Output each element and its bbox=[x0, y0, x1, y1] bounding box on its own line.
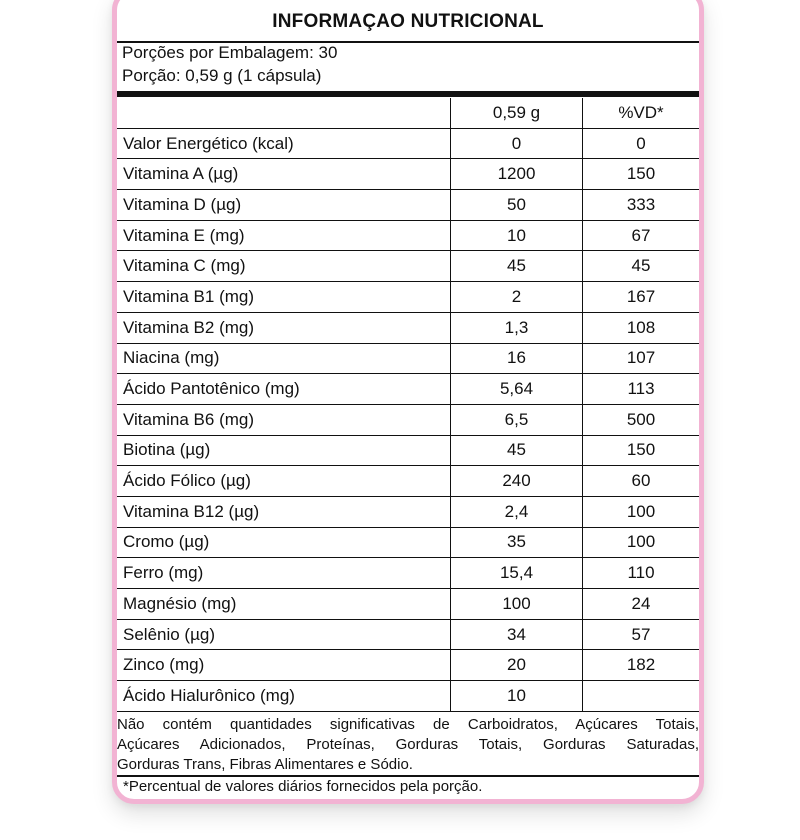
nutrient-amount: 240 bbox=[451, 466, 583, 497]
nutrient-amount: 2,4 bbox=[451, 496, 583, 527]
nutrient-amount: 100 bbox=[451, 589, 583, 620]
nutrient-amount: 1200 bbox=[451, 159, 583, 190]
table-row bbox=[117, 558, 699, 589]
nutrient-dv bbox=[583, 681, 700, 712]
nutrient-dv: 24 bbox=[583, 589, 700, 620]
table-row bbox=[117, 159, 699, 190]
nutrient-rows bbox=[117, 128, 699, 711]
nutrient-dv: 0 bbox=[583, 128, 700, 159]
nutrient-dv: 110 bbox=[583, 558, 700, 589]
table-row bbox=[117, 404, 699, 435]
nutrient-dv: 60 bbox=[583, 466, 700, 497]
nutrient-name: Biotina (µg) bbox=[117, 435, 451, 466]
nutrient-name: Magnésio (mg) bbox=[117, 589, 451, 620]
nutrient-dv: 57 bbox=[583, 619, 700, 650]
nutrient-amount: 35 bbox=[451, 527, 583, 558]
nutrient-name: Vitamina C (mg) bbox=[117, 251, 451, 282]
nutrient-name: Ácido Pantotênico (mg) bbox=[117, 374, 451, 405]
nutrient-dv: 45 bbox=[583, 251, 700, 282]
nutrient-amount: 5,64 bbox=[451, 374, 583, 405]
nutrient-table bbox=[117, 98, 699, 712]
nutrient-name: Vitamina D (µg) bbox=[117, 190, 451, 221]
nutrient-name: Ácido Fólico (µg) bbox=[117, 466, 451, 497]
nutrient-amount: 6,5 bbox=[451, 404, 583, 435]
nutrient-dv: 107 bbox=[583, 343, 700, 374]
table-row bbox=[117, 128, 699, 159]
nutrient-amount: 10 bbox=[451, 681, 583, 712]
nutrient-amount: 45 bbox=[451, 435, 583, 466]
nutrient-dv: 150 bbox=[583, 159, 700, 190]
nutrient-amount: 1,3 bbox=[451, 312, 583, 343]
table-row bbox=[117, 220, 699, 251]
nutrient-dv: 333 bbox=[583, 190, 700, 221]
nutrient-name: Niacina (mg) bbox=[117, 343, 451, 374]
table-row bbox=[117, 681, 699, 712]
table-row bbox=[117, 190, 699, 221]
nutrient-amount: 34 bbox=[451, 619, 583, 650]
nutrient-amount: 45 bbox=[451, 251, 583, 282]
nutrient-name: Ferro (mg) bbox=[117, 558, 451, 589]
table-row bbox=[117, 435, 699, 466]
nutrient-dv: 500 bbox=[583, 404, 700, 435]
table-row bbox=[117, 619, 699, 650]
nutrient-dv: 108 bbox=[583, 312, 700, 343]
nutrient-dv: 67 bbox=[583, 220, 700, 251]
daily-value-note: *Percentual de valores diários fornecidos pela porção. bbox=[123, 778, 483, 795]
column-header-nutrient bbox=[117, 98, 451, 128]
nutrient-dv: 100 bbox=[583, 527, 700, 558]
table-row bbox=[117, 589, 699, 620]
nutrient-name: Selênio (µg) bbox=[117, 619, 451, 650]
nutrient-amount: 10 bbox=[451, 220, 583, 251]
nutrient-amount: 16 bbox=[451, 343, 583, 374]
serving-size: Porção: 0,59 g (1 cápsula) bbox=[122, 66, 322, 85]
nutrient-name: Vitamina B6 (mg) bbox=[117, 404, 451, 435]
table-row bbox=[117, 527, 699, 558]
nutrient-dv: 113 bbox=[583, 374, 700, 405]
column-header-dv: %VD* bbox=[583, 98, 700, 128]
nutrient-amount: 0 bbox=[451, 128, 583, 159]
nutrient-amount: 20 bbox=[451, 650, 583, 681]
nutrient-name: Vitamina B12 (µg) bbox=[117, 496, 451, 527]
nutrient-name: Ácido Hialurônico (mg) bbox=[117, 681, 451, 712]
table-row bbox=[117, 343, 699, 374]
table-row bbox=[117, 312, 699, 343]
table-header-row bbox=[117, 98, 699, 128]
footnote-line: Não contém quantidades significativas de Carboidratos, Açúcares Totais, bbox=[117, 716, 699, 733]
nutrient-amount: 15,4 bbox=[451, 558, 583, 589]
nutrient-name: Vitamina B1 (mg) bbox=[117, 282, 451, 313]
footnote-line: Gorduras Trans, Fibras Alimentares e Sódio. bbox=[117, 756, 413, 773]
nutrient-dv: 150 bbox=[583, 435, 700, 466]
nutrient-name: Zinco (mg) bbox=[117, 650, 451, 681]
table-row bbox=[117, 282, 699, 313]
table-row bbox=[117, 650, 699, 681]
nutrient-name: Vitamina E (mg) bbox=[117, 220, 451, 251]
table-row bbox=[117, 496, 699, 527]
nutrition-label-card bbox=[112, 0, 704, 804]
nutrient-amount: 50 bbox=[451, 190, 583, 221]
nutrient-name: Cromo (µg) bbox=[117, 527, 451, 558]
table-row bbox=[117, 251, 699, 282]
nutrient-name: Vitamina B2 (mg) bbox=[117, 312, 451, 343]
nutrient-dv: 100 bbox=[583, 496, 700, 527]
nutrient-amount: 2 bbox=[451, 282, 583, 313]
serving-info bbox=[122, 41, 337, 87]
nutrient-dv: 167 bbox=[583, 282, 700, 313]
nutrition-label bbox=[117, 0, 699, 799]
nutrient-name: Vitamina A (µg) bbox=[117, 159, 451, 190]
servings-per-package: Porções por Embalagem: 30 bbox=[122, 43, 338, 62]
column-header-amount: 0,59 g bbox=[451, 98, 583, 128]
thick-divider bbox=[117, 91, 699, 97]
label-title: INFORMAÇAO NUTRICIONAL bbox=[272, 11, 544, 32]
table-row bbox=[117, 374, 699, 405]
nutrient-name: Valor Energético (kcal) bbox=[117, 128, 451, 159]
nutrient-dv: 182 bbox=[583, 650, 700, 681]
footnote-line: Açúcares Adicionados, Proteínas, Gorduras Totais, Gorduras Saturadas, bbox=[117, 736, 699, 753]
footnote bbox=[117, 715, 699, 775]
table-row bbox=[117, 466, 699, 497]
